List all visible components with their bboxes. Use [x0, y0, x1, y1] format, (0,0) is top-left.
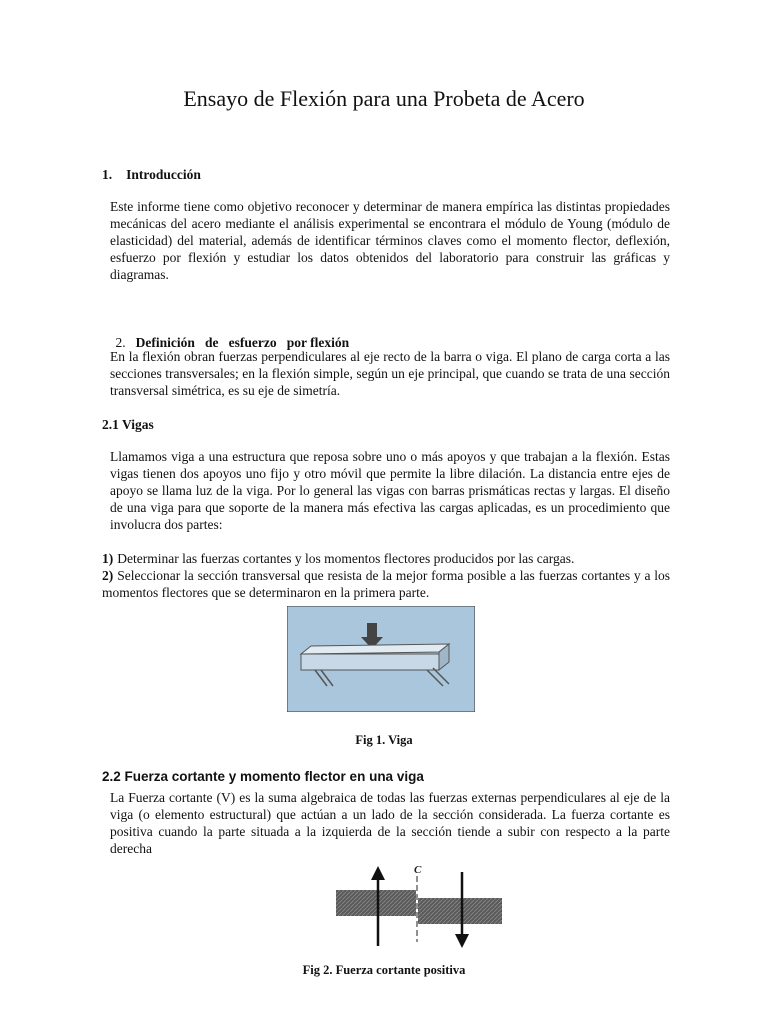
list-text: Seleccionar la sección transversal que resista de la mejor forma posible a las fuerzas cortantes y a los momentos flectores que se determinaron en la primera parte. — [102, 568, 670, 600]
document-title — [0, 84, 768, 114]
right-beam-segment — [418, 898, 502, 924]
section-title: Definición de esfuerzo por flexión — [135, 335, 350, 350]
list-item — [102, 550, 670, 567]
cortante-paragraph: La Fuerza cortante (V) es la suma algebraica de todas las fuerzas externas perpendiculares al eje de la viga (o elemento estructural) que actúan a un lado de la sección considerada. La fuerza cortante es positiva cuando la parte situada a la izquierda de la sección tiende a subir con respecto a la parte derecha — [110, 790, 670, 856]
section-label: C — [414, 864, 422, 876]
document-title-text: Ensayo de Flexión para una Probeta de Acero — [183, 86, 585, 111]
vigas-paragraph: Llamamos viga a una estructura que reposa sobre uno o más apoyos y que trabajan a la flexión. Estas vigas tienen dos apoyos uno fijo y otro móvil que permite la libre dilación. La distancia entre ejes de apoyo se llama luz de la viga. Por lo general las vigas con barras prismáticas rectas y largas. El diseño de una viga para que soporte de la manera más efectiva las cargas aplicadas, es un procedimiento que involucra dos partes: — [110, 449, 670, 532]
beam-figure — [287, 606, 475, 712]
definicion-paragraph: En la flexión obran fuerzas perpendiculares al eje recto de la barra o viga. El plano de carga corta a las secciones transversales; en la flexión simple, según un eje principal, que cuando se trata de una sección transversal simétrica, es su eje de simetría. — [110, 349, 670, 398]
section-number: 1. — [102, 167, 113, 182]
figure-caption-1: Fig 1. Viga — [355, 733, 413, 747]
figure-caption-2: Fig 2. Fuerza cortante positiva — [302, 963, 466, 977]
list-item — [102, 567, 670, 601]
shear-force-figure — [334, 860, 504, 950]
section-heading-vigas: 2.1 Vigas — [102, 417, 154, 432]
list-marker: 2) — [102, 568, 114, 583]
section-heading-cortante: 2.2 Fuerza cortante y momento flector en una viga — [102, 769, 424, 784]
section-title: Introducción — [126, 167, 201, 182]
left-beam-segment — [336, 890, 416, 916]
list-text: Determinar las fuerzas cortantes y los momentos flectores producidos por las cargas. — [117, 551, 575, 566]
list-marker: 1) — [102, 551, 114, 566]
section-number: 2. — [115, 335, 126, 350]
section-heading-intro — [102, 166, 201, 184]
intro-paragraph: Este informe tiene como objetivo reconocer y determinar de manera empírica las distintas propiedades mecánicas del acero mediante el análisis experimental se encontrara el módulo de Young (módulo de elasticidad) del material, además de identificar términos claves como el momento flector, deflexión, esfuerzo por flexión y estudiar los datos obtenidos del laboratorio para construir las gráficas y diagramas. — [110, 199, 670, 282]
beam-shape — [301, 644, 449, 670]
